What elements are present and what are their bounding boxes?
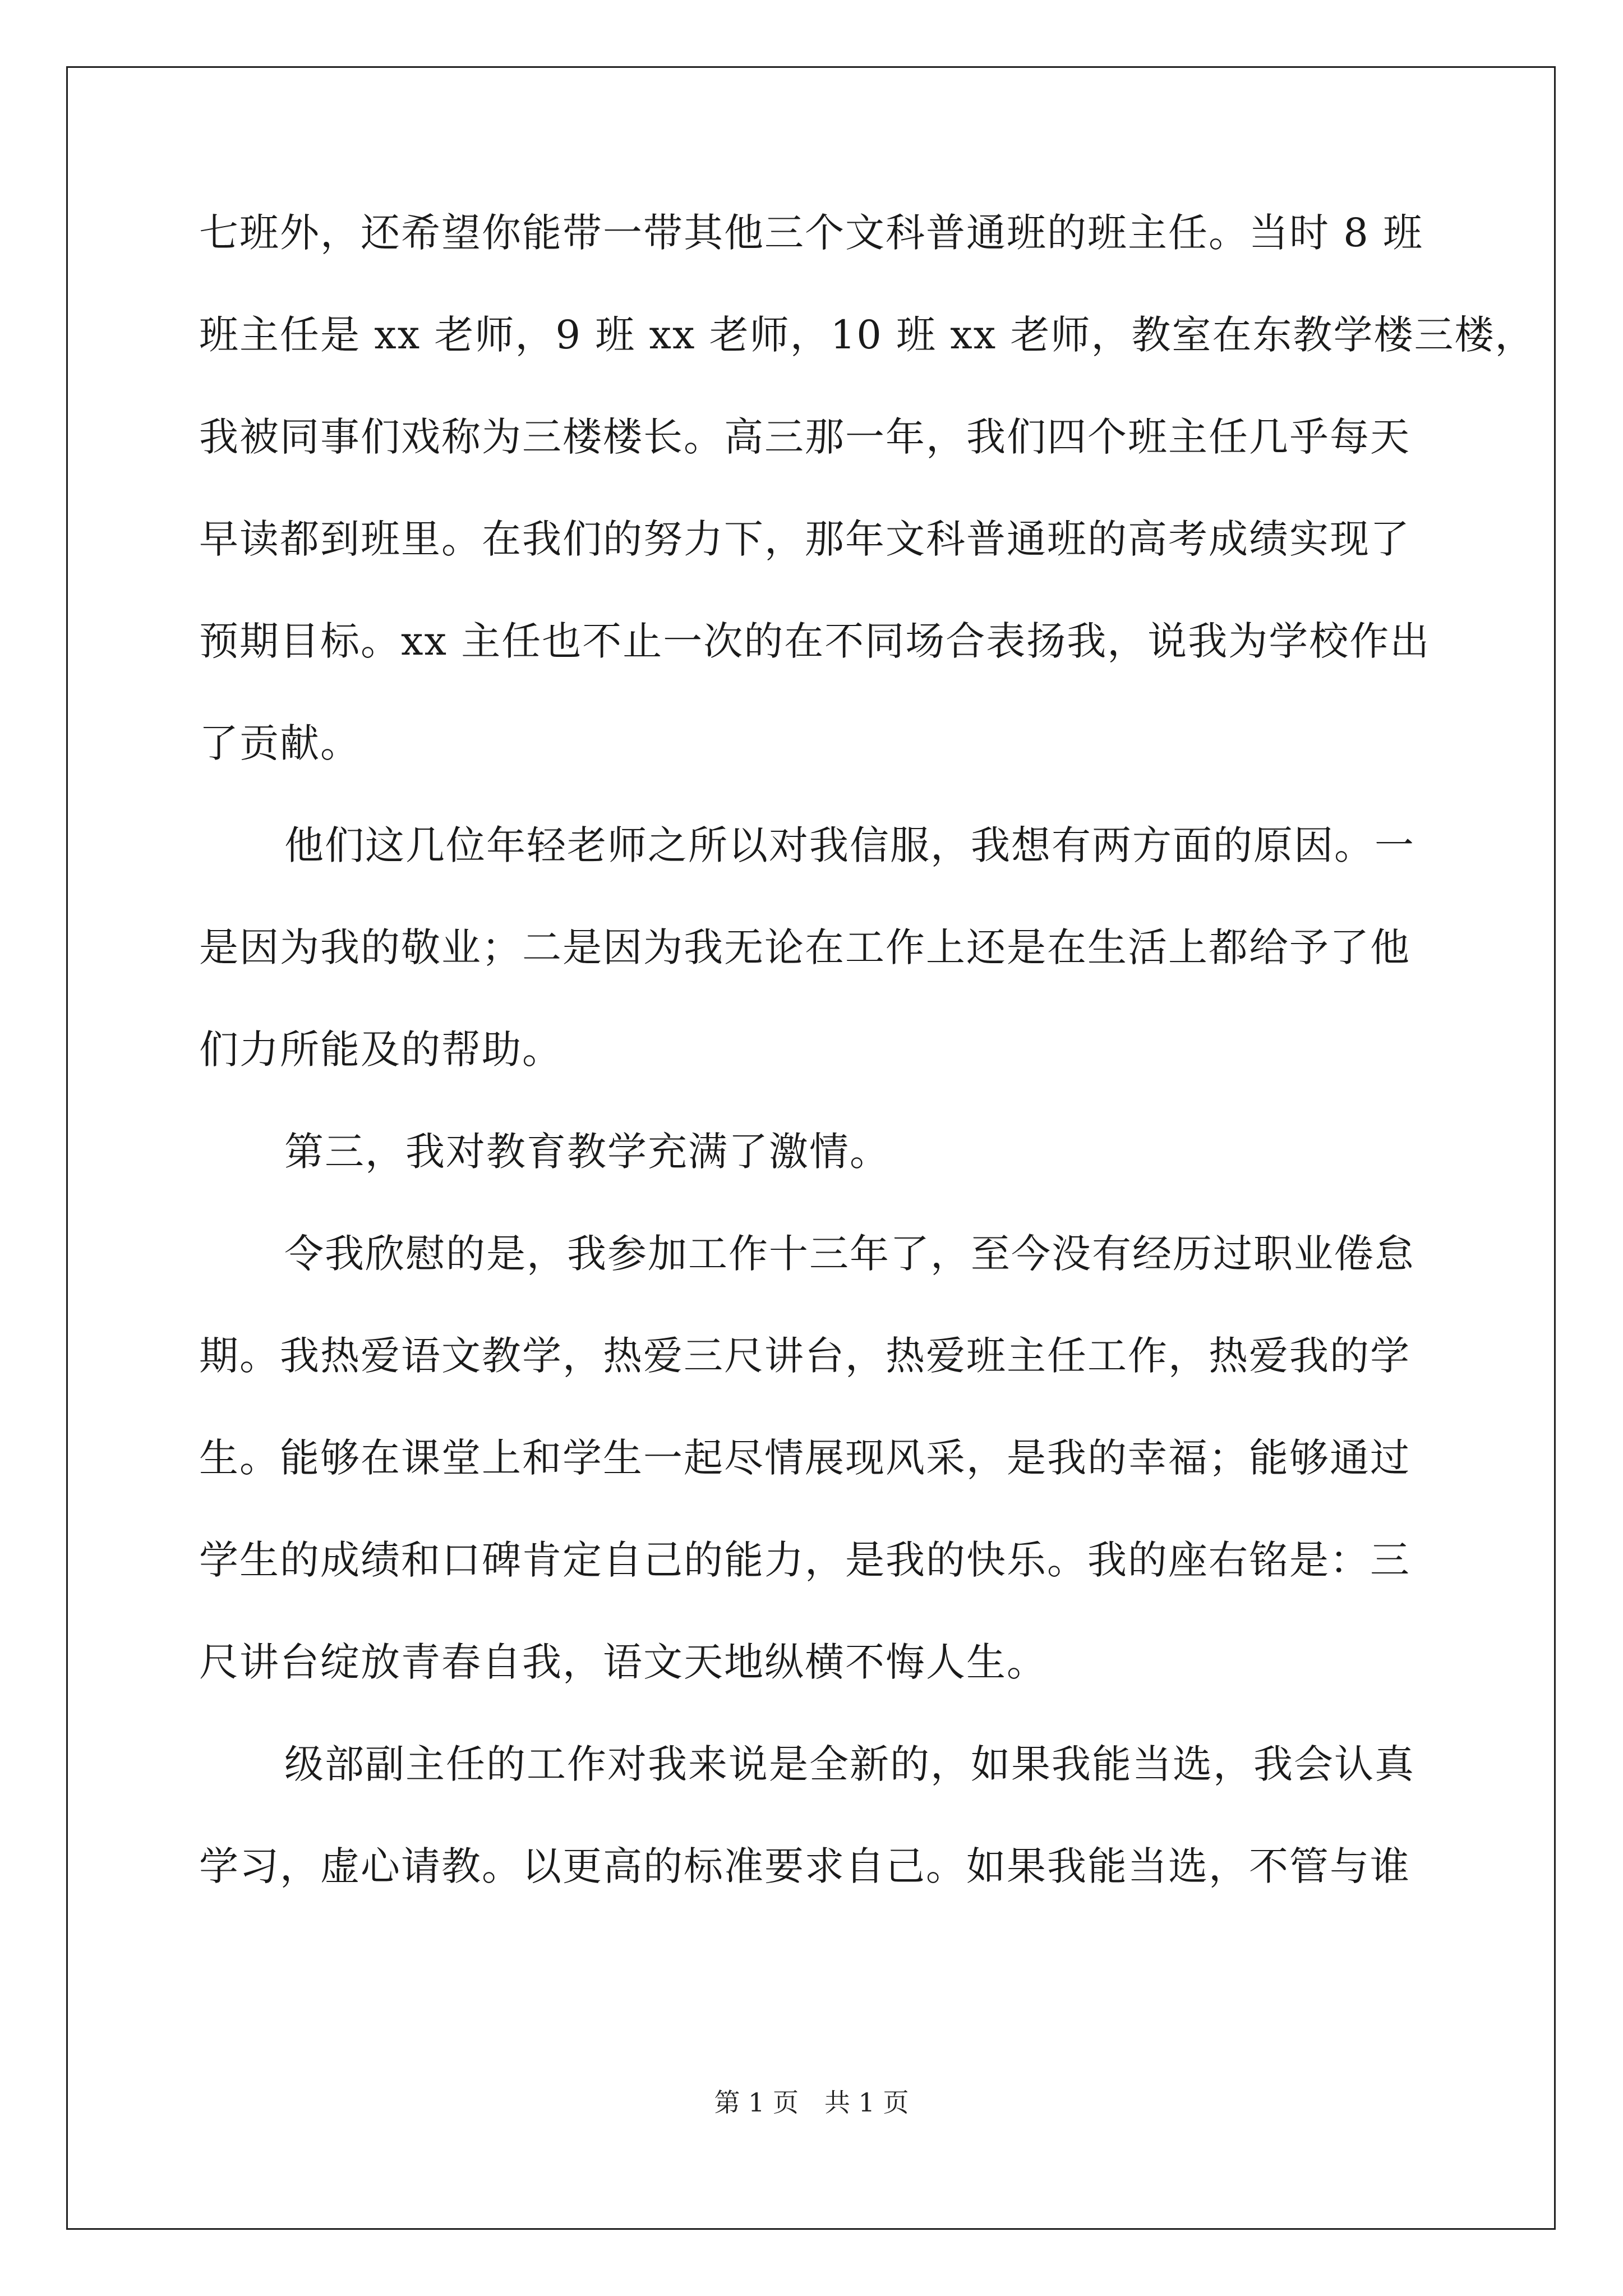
text-line: 早读都到班里。在我们的努力下，那年文科普通班的高考成绩实现了: [199, 516, 1410, 562]
text-line: 我被同事们戏称为三楼楼长。高三那一年，我们四个班主任几乎每天: [199, 414, 1410, 460]
text-line: 是因为我的敬业；二是因为我无论在工作上还是在生活上都给予了他: [199, 924, 1410, 970]
text-line: 他们这几位年轻老师之所以对我信服，我想有两方面的原因。一: [284, 822, 1415, 868]
text-line: 班主任是 xx 老师，9 班 xx 老师，10 班 xx 老师，教室在东教学楼三楼，: [199, 312, 1536, 358]
text-line: 第三，我对教育教学充满了激情。: [284, 1129, 890, 1175]
text-line: 们力所能及的帮助。: [199, 1027, 562, 1073]
text-line: 生。能够在课堂上和学生一起尽情展现风采，是我的幸福；能够通过: [199, 1435, 1410, 1481]
page-number-total: 共 1 页: [824, 2087, 909, 2118]
text-line: 尺讲台绽放青春自我，语文天地纵横不悔人生。: [199, 1639, 1047, 1685]
text-line: 令我欣慰的是，我参加工作十三年了，至今没有经历过职业倦怠: [284, 1231, 1415, 1277]
text-line: 学生的成绩和口碑肯定自己的能力，是我的快乐。我的座右铭是：三: [199, 1537, 1410, 1583]
text-line: 七班外，还希望你能带一带其他三个文科普通班的班主任。当时 8 班: [199, 210, 1424, 256]
page-footer: [0, 2086, 1623, 2119]
text-line: 预期目标。xx 主任也不止一次的在不同场合表扬我，说我为学校作出: [199, 618, 1431, 664]
page-number-current: 第 1 页: [714, 2087, 799, 2118]
text-line: 学习，虚心请教。以更高的标准要求自己。如果我能当选，不管与谁: [199, 1843, 1410, 1889]
text-line: 级部副主任的工作对我来说是全新的，如果我能当选，我会认真: [284, 1741, 1415, 1787]
text-line: 了贡献。: [199, 720, 361, 766]
text-line: 期。我热爱语文教学，热爱三尺讲台，热爱班主任工作，热爱我的学: [199, 1333, 1410, 1379]
